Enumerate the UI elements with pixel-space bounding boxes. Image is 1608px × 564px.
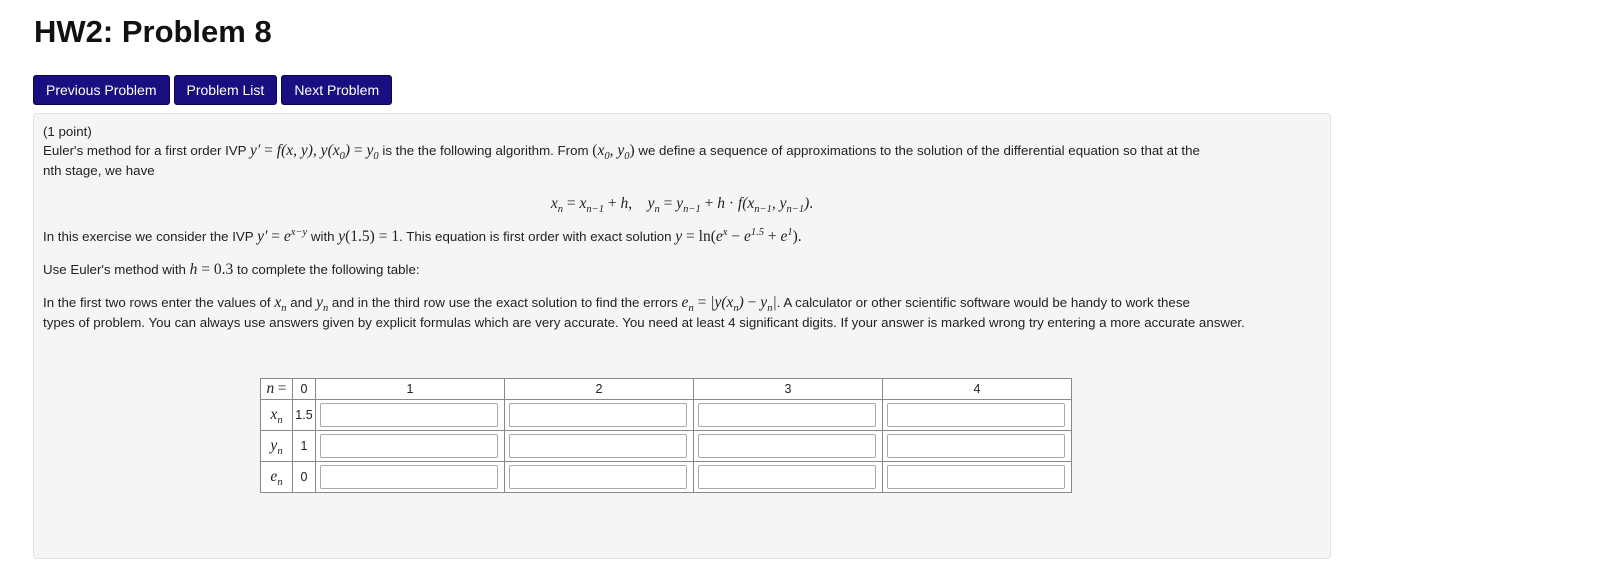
x0-value: 1.5 <box>293 400 316 431</box>
header-cell: 4 <box>883 379 1072 400</box>
next-problem-button[interactable]: Next Problem <box>281 75 392 105</box>
ivp-formula: y′ = f(x, y), $y(x_0) = y_0$ <box>250 142 379 163</box>
previous-problem-button[interactable]: Previous Problem <box>33 75 170 105</box>
page-title: HW2: Problem 8 <box>34 14 272 49</box>
table-row-e <box>261 462 1072 493</box>
n-label: n = <box>261 379 293 400</box>
error-formula: $e_n = |y(x_n) - y_n|$ <box>681 294 777 315</box>
problem-intro-line-2: nth stage, we have <box>43 163 155 178</box>
x2-input[interactable] <box>509 403 687 427</box>
header-cell: 1 <box>316 379 505 400</box>
y1-input[interactable] <box>320 434 498 458</box>
yn-label: $y_n$ <box>261 431 293 462</box>
y0-value: 1 <box>293 431 316 462</box>
euler-step-line: Use Euler's method with h = 0.3 to complete the following table: <box>43 261 420 278</box>
problem-body <box>33 113 1331 559</box>
header-cell: 2 <box>505 379 694 400</box>
exercise-line: In this exercise we consider the IVP $y' = e^{x-y}$ with y(1.5) = 1. This equation is first order with exact solution $y = \ln(e^x - e^{1.5} + e^1)$. <box>43 226 802 245</box>
euler-formula: $x_n = x_{n-1} + h$, $y_n = y_{n-1} + h \cdot f(x_{n-1}$, $y_{n-1}$). <box>550 195 814 216</box>
xn-label: $x_n$ <box>261 400 293 431</box>
problem-list-button[interactable]: Problem List <box>174 75 278 105</box>
x3-input[interactable] <box>698 403 876 427</box>
ode-formula: $y' = e^{x-y}$ <box>257 226 308 245</box>
problem-intro-line: Euler's method for a first order IVP y′ = f(x, y), $y(x_0) = y_0$ is the the following algorithm. From ($x_0$, $y_0$) we define a sequence of approximations to the solution of the differential equation so that at the <box>43 142 1200 163</box>
euler-table <box>260 378 1072 493</box>
e2-input[interactable] <box>509 465 687 489</box>
instructions-line: In the first two rows enter the values of $x_n$ and $y_n$ and in the third row use the exact solution to find the errors $e_n = |y(x_n) - y_n|$. A calculator or other scientific software would be handy to work these <box>43 294 1190 315</box>
problem-points: (1 point) <box>43 124 92 139</box>
x4-input[interactable] <box>887 403 1065 427</box>
initial-condition-formula: y(1.5) = 1 <box>338 228 400 245</box>
e0-value: 0 <box>293 462 316 493</box>
step-size-formula: h = 0.3 <box>189 261 234 278</box>
y4-input[interactable] <box>887 434 1065 458</box>
table-row <box>261 379 1072 400</box>
problem-nav <box>33 75 392 105</box>
e3-input[interactable] <box>698 465 876 489</box>
initial-point-formula: ($x_0$, $y_0$) <box>592 142 635 163</box>
y3-input[interactable] <box>698 434 876 458</box>
instructions-line-2: types of problem. You can always use answers given by explicit formulas which are very accurate. You need at least 4 significant digits. If your answer is marked wrong try entering a more accurate answer. <box>43 315 1245 330</box>
table-row-y <box>261 431 1072 462</box>
en-label: $e_n$ <box>261 462 293 493</box>
e4-input[interactable] <box>887 465 1065 489</box>
e1-input[interactable] <box>320 465 498 489</box>
y2-input[interactable] <box>509 434 687 458</box>
table-row-x <box>261 400 1072 431</box>
header-cell: 0 <box>293 379 316 400</box>
header-cell: 3 <box>694 379 883 400</box>
exact-solution-formula: $y = \ln(e^x - e^{1.5} + e^1)$. <box>675 226 802 245</box>
x1-input[interactable] <box>320 403 498 427</box>
